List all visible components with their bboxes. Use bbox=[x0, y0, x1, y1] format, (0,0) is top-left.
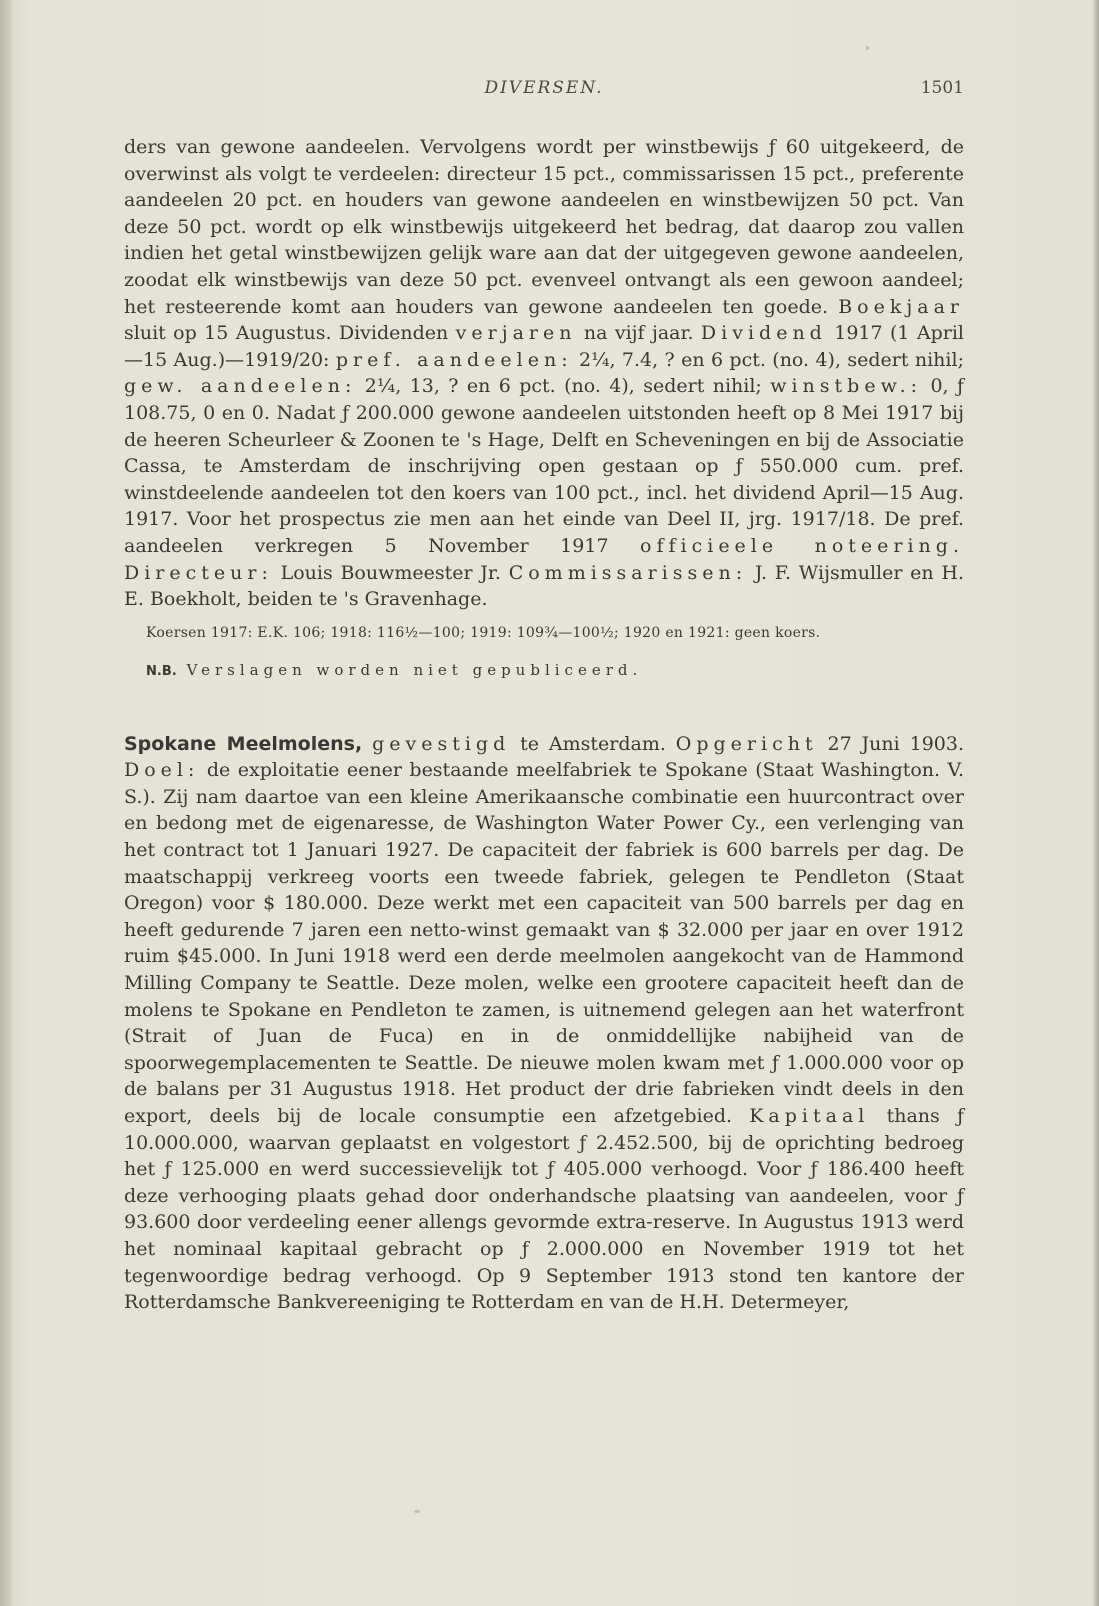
nb-label: N.B. bbox=[146, 663, 177, 679]
gew-aandeelen-label: gew. aandeelen: bbox=[124, 375, 357, 398]
text-run: 2¼, 7.4, ? en 6 pct. (no. 4), sedert nihil; bbox=[572, 348, 964, 371]
officieele-noteering-label: officieele noteering. bbox=[640, 534, 964, 557]
text-run: sluit op 15 Augustus. Dividenden bbox=[124, 322, 456, 345]
ink-speck bbox=[866, 46, 869, 50]
boekjaar-label: Boekjaar bbox=[838, 295, 964, 318]
entry-spokane-meelmolens bbox=[124, 731, 964, 1316]
text-run: ders van gewone aandeelen. Vervolgens wordt per winstbewijs ƒ 60 uitgekeerd, de overwinst als volgt te verdeelen: directeur 15 pct., commissarissen 15 pct., preferente aandeelen 20 pct. en houders van gewone aandeelen en winstbewijzen 50 pct. Van deze 50 pct. wordt op elk winstbewijs uitgekeerd het bedrag, dat daarop zou vallen indien het getal winstbewijzen gelijk ware aan dat der uitgegeven gewone aandeelen, zoodat elk winstbewijs van deze 50 pct. evenveel ontvangt als een gewoon aandeel; het resteerende komt aan houders van gewone aandeelen ten goede. bbox=[124, 136, 964, 318]
ink-speck bbox=[414, 1510, 420, 1513]
doel-label: Doel: bbox=[124, 759, 200, 782]
body-text bbox=[124, 134, 964, 1316]
pref-aandeelen-label: pref. aandeelen: bbox=[335, 348, 573, 371]
text-run: Louis Bouwmeester Jr. bbox=[272, 561, 509, 584]
text-run: 0, ƒ 108.75, 0 en 0. Nadat ƒ 200.000 gewone aandeelen uitstonden heeft op 8 Mei 1917 bij de heeren Scheurleer & Zoonen te 's Hage, Delft en Scheveningen en bij de Associatie Cassa, te Amsterdam de inschrijving open gestaan op ƒ 550.000 cum. pref. winstdeelende aandeelen tot den koers van 100 pct., incl. het dividend April—15 Aug. 1917. Voor het prospectus zie men aan het einde van Deel II, jrg. 1917/18. De pref. aandeelen verkregen 5 November 1917 bbox=[124, 375, 964, 557]
text-run: J. F. Wijsmuller en H. E. Boekholt, beiden te 's Gravenhage. bbox=[124, 561, 964, 611]
text-run: 1917 (1 April—15 Aug.)—1919/20: bbox=[124, 322, 964, 371]
page-header bbox=[124, 78, 964, 108]
dividend-label: Dividend bbox=[700, 322, 827, 345]
text-run: 27 Juni 1903. bbox=[817, 732, 964, 755]
page-number: 1501 bbox=[920, 78, 964, 98]
text-run: na vijf jaar. bbox=[576, 322, 701, 345]
directeur-label: Directeur: bbox=[124, 561, 273, 584]
commissarissen-label: Commissarissen: bbox=[508, 561, 748, 584]
text-run: te Amsterdam. bbox=[510, 732, 676, 755]
text-run: 2¼, 13, ? en 6 pct. (no. 4), sedert nihil; bbox=[356, 375, 771, 398]
winstbew-label: winstbew.: bbox=[770, 375, 923, 398]
running-head: DIVERSEN. bbox=[484, 78, 604, 98]
gevestigd-label: gevestigd bbox=[372, 732, 511, 755]
koersen-line: Koersen 1917: E.K. 106; 1918: 116½—100; 1919: 109¾—100½; 1920 en 1921: geen koers. bbox=[146, 624, 821, 641]
kapitaal-label: Kapitaal bbox=[749, 1105, 870, 1127]
page-spine-shadow bbox=[0, 0, 12, 1606]
page-edge-shadow bbox=[1093, 0, 1099, 1606]
nb-text: Verslagen worden niet gepubliceerd. bbox=[186, 660, 643, 679]
text-run: de exploitatie eener bestaande meelfabriek te Spokane (Staat Washington. V. S.). Zij nam daartoe van een kleine Amerikaansche combinatie een huurcontract over en bedong met de eigenaresse, de Washington Water Power Cy., een verlenging van het contract tot 1 Januari 1927. De capaciteit der fabriek is 600 barrels per dag. De maatschappij verkreeg voorts een tweede fabriek, gelegen te Pendleton (Staat Oregon) voor $ 180.000. Deze werkt met een capaciteit van 500 barrels per dag en heeft gedurende 7 jaren een netto-winst gemaakt van $ 32.000 per jaar en over 1912 ruim $45.000. In Juni 1918 werd een derde meelmolen aangekocht van de Hammond Milling Company te Seattle. Deze molen, welke een grootere capaciteit heeft dan de molens te Spokane en Pendleton te zamen, is uitnemend gelegen aan het waterfront (Strait of Juan de Fuca) en in de onmiddellijke nabijheid van de spoorwegemplacementen te Seattle. De nieuwe molen kwam met ƒ 1.000.000 voor op de balans per 31 Augustus 1918. Het product der drie fabrieken vindt deels in den export, deels bij de locale consumptie een afzetgebied. bbox=[124, 759, 964, 1127]
paragraph-diversen-continuation bbox=[124, 134, 964, 613]
text-run: thans ƒ 10.000.000, waarvan geplaatst en volgestort ƒ 2.452.500, bij de oprichting bedroeg het ƒ 125.000 en werd successievelijk tot ƒ 405.000 verhoogd. Voor ƒ 186.400 heeft deze verhooging plaats gehad door onderhandsche plaatsing van aandeelen, voor ƒ 93.600 door verdeeling eener allengs gevormde extra-reserve. In Augustus 1913 werd het nominaal kapitaal gebracht op ƒ 2.000.000 en November 1919 tot het tegenwoordige bedrag verhoogd. Op 9 September 1913 stond ten kantore der Rotterdamsche Bankvereeniging te Rotterdam en van de H.H. Determeyer, bbox=[124, 1105, 964, 1314]
opgericht-label: Opgericht bbox=[675, 732, 818, 755]
nota-bene-line bbox=[124, 659, 964, 683]
entry-title: Spokane Meelmolens, bbox=[124, 732, 363, 755]
verjaren-label: verjaren bbox=[455, 322, 577, 345]
